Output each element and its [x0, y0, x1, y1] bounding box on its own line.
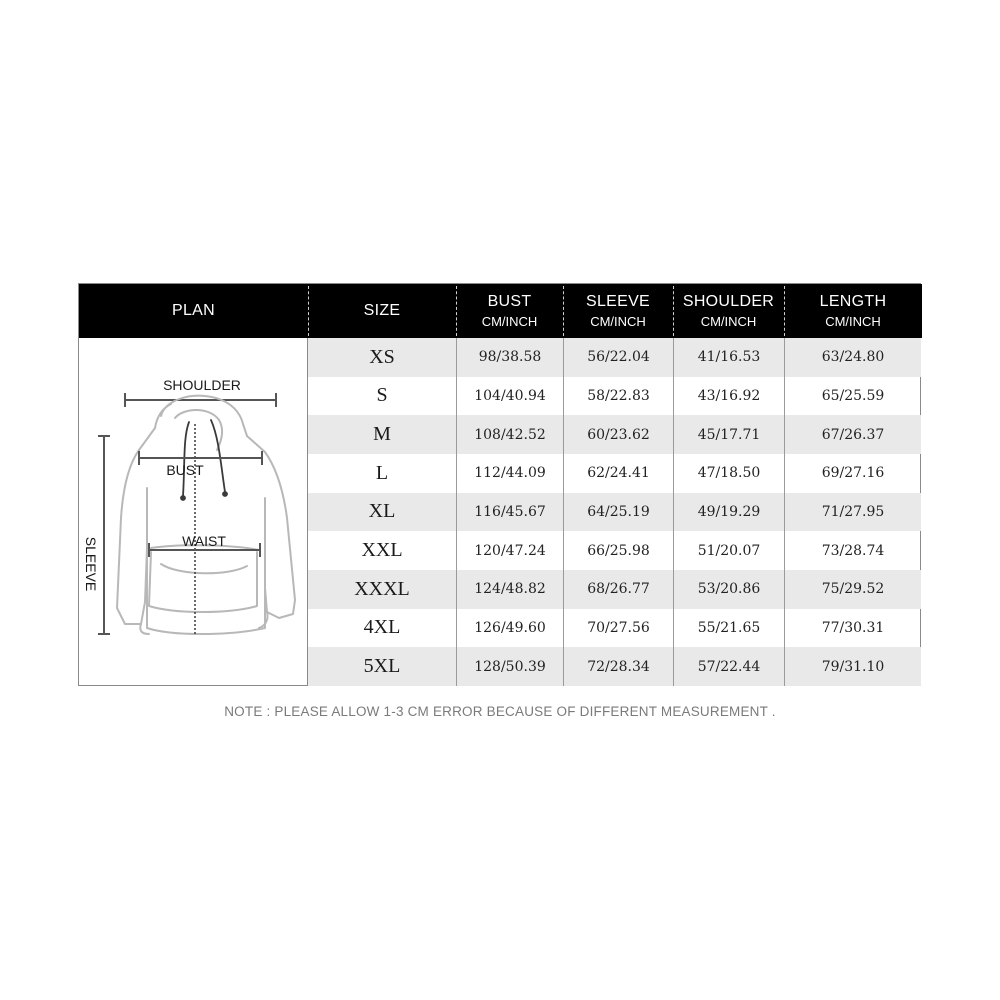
cell-size: S [376, 384, 388, 407]
cell-size: XL [368, 500, 396, 523]
cell-bust: 124/48.82 [456, 570, 563, 609]
cell-shoulder: 55/21.65 [673, 609, 784, 648]
hoodie-diagram [79, 338, 307, 686]
cell-length: 67/26.37 [784, 415, 921, 454]
cell-shoulder: 41/16.53 [673, 338, 784, 377]
size-chart-table [78, 283, 921, 686]
cell-shoulder: 53/20.86 [673, 570, 784, 609]
header-length-unit: CM/INCH [825, 314, 881, 329]
cell-bust: 104/40.94 [456, 377, 563, 416]
cell-shoulder: 45/17.71 [673, 415, 784, 454]
cell-size: XXL [361, 539, 403, 562]
cell-bust: 126/49.60 [456, 609, 563, 648]
cell-shoulder: 51/20.07 [673, 531, 784, 570]
table-row [308, 531, 921, 570]
cell-sleeve: 62/24.41 [563, 454, 673, 493]
table-row [308, 338, 921, 377]
table-header [79, 284, 922, 338]
cell-sleeve: 66/25.98 [563, 531, 673, 570]
measurement-note: NOTE : PLEASE ALLOW 1-3 CM ERROR BECAUSE OF DIFFERENT MEASUREMENT . [224, 704, 776, 719]
header-bust-label: BUST [487, 293, 532, 310]
bust-label: BUST [166, 462, 204, 478]
cell-sleeve: 56/22.04 [563, 338, 673, 377]
table-row [308, 415, 921, 454]
cell-size: XS [369, 345, 395, 368]
header-bust-unit: CM/INCH [481, 314, 538, 329]
header-sleeve [563, 284, 673, 338]
cell-length: 73/28.74 [784, 531, 921, 570]
header-sleeve-label: SLEEVE [585, 293, 651, 310]
cell-length: 75/29.52 [784, 570, 921, 609]
header-bust [456, 284, 563, 338]
header-size [308, 284, 456, 338]
cell-bust: 120/47.24 [456, 531, 563, 570]
cell-length: 77/30.31 [784, 609, 921, 648]
drawstrings [181, 420, 227, 500]
header-sleeve-unit: CM/INCH [590, 314, 646, 329]
table-row [308, 377, 921, 416]
cell-length: 63/24.80 [784, 338, 921, 377]
table-row [308, 647, 921, 686]
header-shoulder-unit: CM/INCH [700, 314, 757, 329]
cell-length: 69/27.16 [784, 454, 921, 493]
cell-bust: 128/50.39 [456, 647, 563, 686]
cell-sleeve: 70/27.56 [563, 609, 673, 648]
cell-sleeve: 68/26.77 [563, 570, 673, 609]
header-length [784, 284, 922, 338]
table-row [308, 609, 921, 648]
cell-size: 5XL [363, 655, 401, 678]
plan-diagram-cell [79, 338, 308, 686]
header-shoulder [673, 284, 784, 338]
cell-bust: 112/44.09 [456, 454, 563, 493]
cell-length: 79/31.10 [784, 647, 921, 686]
table-row [308, 570, 921, 609]
cell-shoulder: 57/22.44 [673, 647, 784, 686]
header-shoulder-label: SHOULDER [682, 293, 775, 310]
cell-sleeve: 60/23.62 [563, 415, 673, 454]
cell-size: 4XL [363, 616, 401, 639]
cell-bust: 116/45.67 [456, 493, 563, 532]
sleeve-measure-line [98, 436, 110, 634]
cell-size: XXXL [354, 577, 410, 600]
cell-shoulder: 49/19.29 [673, 493, 784, 532]
size-rows [308, 338, 921, 686]
cell-shoulder: 47/18.50 [673, 454, 784, 493]
table-row [308, 493, 921, 532]
cell-length: 71/27.95 [784, 493, 921, 532]
cell-bust: 108/42.52 [456, 415, 563, 454]
table-row [308, 454, 921, 493]
sleeve-label: SLEEVE [83, 536, 99, 592]
waist-label: WAIST [182, 533, 226, 549]
hoodie-outline-icon [117, 396, 295, 634]
header-plan [79, 284, 308, 338]
cell-sleeve: 64/25.19 [563, 493, 673, 532]
header-length-label: LENGTH [819, 293, 887, 310]
header-plan-label: PLAN [172, 302, 215, 319]
cell-sleeve: 72/28.34 [563, 647, 673, 686]
cell-sleeve: 58/22.83 [563, 377, 673, 416]
cell-length: 65/25.59 [784, 377, 921, 416]
cell-size: M [373, 423, 391, 446]
header-size-label: SIZE [363, 302, 401, 319]
cell-shoulder: 43/16.92 [673, 377, 784, 416]
shoulder-label: SHOULDER [163, 377, 241, 393]
cell-bust: 98/38.58 [456, 338, 563, 377]
cell-size: L [375, 461, 389, 484]
